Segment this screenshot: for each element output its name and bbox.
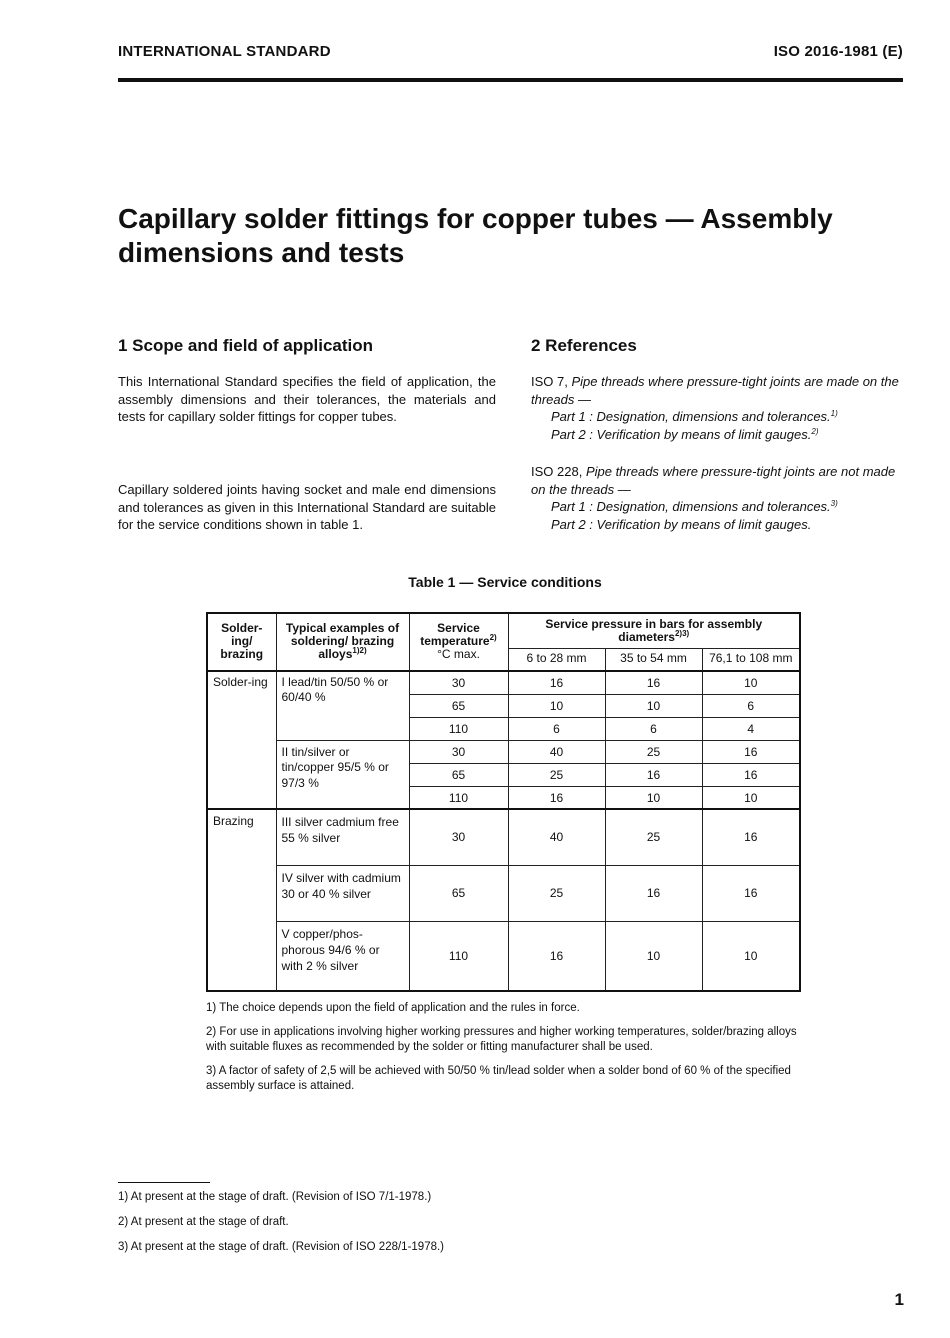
ref2-part1-note: 3) <box>830 499 838 508</box>
table-row <box>207 671 800 694</box>
pressure-cell: 4 <box>702 717 800 740</box>
footnote-rule <box>118 1182 210 1183</box>
ref1-title: Pipe threads where pressure-tight joints are made on the threads — <box>531 374 899 407</box>
pressure-cell: 10 <box>702 786 800 809</box>
alloy-tin-silver: II tin/silver or tin/copper 95/5 % or 97/3 % <box>276 740 409 809</box>
temperature-cell: 30 <box>409 740 508 763</box>
section-1-paragraph-1: This International Standard specifies the field of application, the assembly dimensions and their tolerances, the materials and tests for capillary solder fittings for copper tubes. <box>118 374 496 424</box>
col-header-soldering: Solder-ing/ brazing <box>207 613 276 671</box>
temperature-cell: 110 <box>409 786 508 809</box>
ref1-code: ISO 7, <box>531 374 568 389</box>
col-header-diameter-3: 76,1 to 108 mm <box>702 648 800 671</box>
pressure-cell: 16 <box>508 671 605 694</box>
ref2-part1: Part 1 : Designation, dimensions and tolerances. <box>551 499 831 514</box>
temperature-cell: 110 <box>409 921 508 991</box>
section-2-heading: 2 References <box>531 336 637 355</box>
pressure-cell: 25 <box>508 763 605 786</box>
pressure-cell: 10 <box>702 671 800 694</box>
pressure-cell: 6 <box>605 717 702 740</box>
reference-iso-7 <box>531 373 911 443</box>
header-standard-label: INTERNATIONAL STANDARD <box>118 43 331 60</box>
pressure-cell: 6 <box>508 717 605 740</box>
temperature-cell: 30 <box>409 809 508 865</box>
pressure-cell: 16 <box>508 786 605 809</box>
temperature-cell: 110 <box>409 717 508 740</box>
footnote-2: 2) At present at the stage of draft. <box>118 1216 289 1228</box>
temperature-cell: 65 <box>409 763 508 786</box>
table-row <box>207 865 800 921</box>
alloy-silver-cadmium-free: III silver cadmium free 55 % silver <box>276 809 409 865</box>
temperature-cell: 30 <box>409 671 508 694</box>
header-document-id: ISO 2016-1981 (E) <box>773 43 903 60</box>
ref1-part2-note: 2) <box>811 426 819 436</box>
pressure-cell: 10 <box>605 921 702 991</box>
reference-iso-228 <box>531 463 911 533</box>
pressure-cell: 16 <box>702 763 800 786</box>
pressure-cell: 6 <box>702 694 800 717</box>
col-header-temperature: Service temperature$^{2)}$ °C max. <box>409 613 508 671</box>
table-header-row <box>207 613 800 648</box>
header-rule <box>118 78 903 82</box>
col-header-diameter-2: 35 to 54 mm <box>605 648 702 671</box>
pressure-cell: 40 <box>508 809 605 865</box>
ref1-part2: Part 2 : Verification by means of limit gauges. <box>551 426 812 442</box>
pressure-cell: 25 <box>508 865 605 921</box>
col-header-diameter-1: 6 to 28 mm <box>508 648 605 671</box>
pressure-cell: 40 <box>508 740 605 763</box>
footnote-1: 1) At present at the stage of draft. (Revision of ISO 7/1-1978.) <box>118 1191 432 1203</box>
alloy-silver-with-cadmium: IV silver with cadmium 30 or 40 % silver <box>276 865 409 921</box>
title-line-1: Capillary solder fittings for copper tubes — Assembly <box>118 203 833 234</box>
alloy-copper-phosphorous: V copper/phos-phorous 94/6 % or with 2 % silver <box>276 921 409 991</box>
table-notes <box>206 1001 801 1094</box>
group-soldering: Solder-ing <box>207 671 276 809</box>
table-note-2: 2) For use in applications involving higher working pressures and higher working temperatures, solder/brazing alloys with suitable fluxes as recommended by the solder or fitting manufacturer shall be used. <box>206 1026 797 1053</box>
page-title <box>118 202 898 270</box>
pressure-cell: 10 <box>605 786 702 809</box>
col-header-alloys: Typical examples of soldering/ brazing alloys$^{1)2)}$ <box>276 613 409 671</box>
pressure-cell: 16 <box>702 865 800 921</box>
table-row <box>207 809 800 865</box>
pressure-cell: 10 <box>702 921 800 991</box>
table-row <box>207 921 800 991</box>
ref1-part1: Part 1 : Designation, dimensions and tolerances. <box>551 409 831 424</box>
footnote-3: 3) At present at the stage of draft. (Revision of ISO 228/1-1978.) <box>118 1241 445 1253</box>
table-note-1: 1) The choice depends upon the field of application and the rules in force. <box>206 1002 580 1014</box>
pressure-cell: 16 <box>702 809 800 865</box>
page-footnotes <box>118 1190 618 1255</box>
pressure-cell: 16 <box>508 921 605 991</box>
pressure-cell: 25 <box>605 740 702 763</box>
service-conditions-table <box>206 612 801 992</box>
group-brazing: Brazing <box>207 809 276 991</box>
section-1-heading: 1 Scope and field of application <box>118 336 374 355</box>
pressure-cell: 25 <box>605 809 702 865</box>
pressure-cell: 16 <box>605 763 702 786</box>
alloy-lead-tin: I lead/tin 50/50 % or 60/40 % <box>276 671 409 740</box>
title-line-2: dimensions and tests <box>118 237 405 268</box>
temperature-cell: 65 <box>409 865 508 921</box>
pressure-cell: 16 <box>605 865 702 921</box>
section-1-paragraph-2: Capillary soldered joints having socket and male end dimensions and tolerances as given in this International Standard are suitable for the service conditions shown in table 1. <box>118 482 496 532</box>
ref1-part1-note: 1) <box>830 409 838 418</box>
table-row <box>207 740 800 763</box>
page-number: 1 <box>894 1290 904 1309</box>
table-note-3: 3) A factor of safety of 2,5 will be achieved with 50/50 % tin/lead solder when a solder bond of 60 % of the specified assembly surface is attained. <box>206 1065 791 1092</box>
pressure-cell: 10 <box>508 694 605 717</box>
table-caption: Table 1 — Service conditions <box>408 574 602 590</box>
pressure-cell: 16 <box>605 671 702 694</box>
col-header-pressure: Service pressure in bars for assembly diameters$^{2)3)}$ <box>508 613 800 648</box>
temperature-cell: 65 <box>409 694 508 717</box>
pressure-cell: 16 <box>702 740 800 763</box>
ref2-code: ISO 228, <box>531 464 583 479</box>
ref2-title: Pipe threads where pressure-tight joints are not made on the threads — <box>531 464 896 497</box>
ref2-part2: Part 2 : Verification by means of limit gauges. <box>551 516 812 532</box>
pressure-cell: 10 <box>605 694 702 717</box>
